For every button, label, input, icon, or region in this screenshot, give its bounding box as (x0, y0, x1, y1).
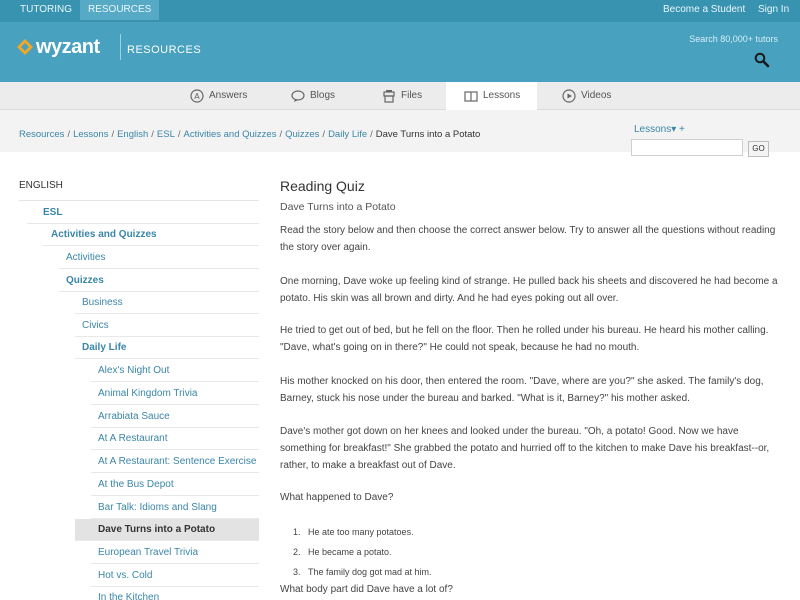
sidebar-item-activities[interactable]: Activities (59, 247, 259, 269)
search-icon[interactable] (754, 52, 770, 68)
breadcrumb-lessons[interactable]: Lessons (73, 129, 109, 140)
sidebar-item-european-travel-trivia[interactable]: European Travel Trivia (91, 542, 259, 564)
sidebar-item-arrabiata-sauce[interactable]: Arrabiata Sauce (91, 406, 259, 428)
breadcrumb-esl[interactable]: ESL (156, 129, 175, 140)
sidebar-item-dave-turns-into-a-potato[interactable]: Dave Turns into a Potato (75, 519, 259, 541)
lessons-search-input[interactable] (631, 139, 743, 156)
sidebar-item-bar-talk[interactable]: Bar Talk: Idioms and Slang (91, 497, 259, 519)
tab-resources[interactable]: RESOURCES (80, 0, 159, 20)
answer-option[interactable]: 3. The family dog got mad at him. (293, 567, 432, 577)
sidebar-item-at-a-restaurant[interactable]: At A Restaurant (91, 428, 259, 450)
question-1: What happened to Dave? (280, 492, 394, 503)
videos-icon (562, 89, 576, 103)
intro-paragraph: Read the story below and then choose the correct answer below. Try to answer all the questions without reading the story over again. (280, 225, 776, 253)
breadcrumb-daily-life[interactable]: Daily Life (328, 129, 368, 140)
tutor-search-hint: Search 80,000+ tutors (689, 34, 778, 44)
nav-answers-label: Answers (209, 90, 248, 101)
site-header (0, 22, 800, 82)
nav-answers[interactable] (190, 82, 247, 110)
nav-videos[interactable] (562, 82, 611, 110)
top-bar (0, 0, 800, 22)
breadcrumb-quizzes[interactable]: Quizzes (285, 129, 320, 140)
sidebar-item-alexs-night-out[interactable]: Alex's Night Out (91, 360, 259, 382)
breadcrumb-activities-and-quizzes[interactable]: Activities and Quizzes (183, 129, 277, 140)
sidebar-item-quizzes[interactable]: Quizzes (59, 270, 259, 292)
go-button[interactable]: GO (748, 141, 769, 157)
answer-text: He became a potato. (308, 547, 392, 557)
breadcrumb-current: Dave Turns into a Potato (375, 129, 481, 140)
nav-lessons[interactable] (446, 82, 537, 110)
sidebar-item-activities-and-quizzes[interactable]: Activities and Quizzes (43, 224, 259, 246)
lessons-dropdown[interactable]: Lessons▾ + (634, 124, 685, 135)
nav-blogs-label: Blogs (310, 90, 336, 101)
sidebar-item-hot-vs-cold[interactable]: Hot vs. Cold (91, 565, 259, 587)
sidebar-item-animal-kingdom-trivia[interactable]: Animal Kingdom Trivia (91, 383, 259, 405)
sidebar-divider (19, 200, 259, 201)
answer-option[interactable]: 2. He became a potato. (293, 547, 392, 557)
svg-text:A: A (194, 92, 200, 101)
story-paragraph-1: One morning, Dave woke up feeling kind of strange. He pulled back his sheets and discovered he had become a potato. His skin was all brown and dirty. And he had eyes poking out all over. (280, 276, 778, 304)
logo-divider (120, 34, 121, 60)
nav-videos-label: Videos (581, 90, 612, 101)
story-paragraph-2: He tried to get out of bed, but he fell on the floor. Then he rolled under his bureau. He heard his mother calling. "Dave, what's going on in there?" He could not speak, because he had no mouth. (280, 325, 769, 353)
sidebar-item-civics[interactable]: Civics (75, 315, 259, 337)
nav-blogs[interactable] (291, 82, 335, 110)
become-student-link[interactable]: Become a Student (663, 4, 746, 15)
story-paragraph-4: Dave's mother got down on her knees and looked under the bureau. "Oh, a potato! Good. Now we have something for breakfast!" She grabbed the potato and hurried off to the kitchen to make Dave his breakfast--or, rather, to make a breakfast out of Dave. (280, 426, 770, 471)
blogs-icon (291, 89, 305, 103)
sidebar-item-business[interactable]: Business (75, 292, 259, 314)
logo-text: wyzant (36, 35, 100, 58)
sidebar-item-at-the-bus-depot[interactable]: At the Bus Depot (91, 474, 259, 496)
sign-in-link[interactable]: Sign In (758, 4, 790, 15)
breadcrumb: Resources / Lessons / English / ESL / Activities and Quizzes / Quizzes / Daily Life / Dave Turns into a Potato (19, 129, 481, 140)
tab-tutoring[interactable]: TUTORING (20, 4, 73, 15)
sidebar-heading: ENGLISH (19, 180, 63, 191)
wyzant-logo[interactable] (16, 36, 100, 58)
answer-text: He ate too many potatoes. (308, 527, 414, 537)
question-2: What body part did Dave have a lot of? (280, 584, 453, 595)
answer-list (293, 522, 432, 582)
nav-lessons-label: Lessons (483, 90, 521, 101)
logo-subtitle: RESOURCES (127, 44, 202, 56)
files-icon (382, 89, 396, 103)
sidebar-item-esl[interactable]: ESL (27, 202, 259, 224)
logo-mark-icon (16, 38, 34, 56)
lessons-icon (464, 89, 478, 103)
sidebar-item-at-a-restaurant-sentence[interactable]: At A Restaurant: Sentence Exercise (91, 451, 259, 473)
answer-text: The family dog got mad at him. (308, 567, 432, 577)
answers-icon (190, 89, 204, 103)
story-paragraph-3: His mother knocked on his door, then entered the room. "Dave, where are you?" she asked. The family's dog, Barney, stuck his nose under the bureau and barked. "What is it, Barney?" his mother asked. (280, 376, 764, 404)
resource-nav (0, 82, 800, 110)
breadcrumb-resources[interactable]: Resources (19, 129, 65, 140)
page-title: Reading Quiz (280, 178, 365, 194)
sidebar-item-daily-life[interactable]: Daily Life (75, 337, 259, 359)
page-subtitle: Dave Turns into a Potato (280, 201, 396, 213)
nav-files-label: Files (401, 90, 423, 101)
nav-files[interactable] (382, 82, 422, 110)
answer-option[interactable]: 1. He ate too many potatoes. (293, 527, 414, 537)
breadcrumb-english[interactable]: English (117, 129, 149, 140)
sidebar-item-in-the-kitchen[interactable]: In the Kitchen (98, 592, 160, 600)
